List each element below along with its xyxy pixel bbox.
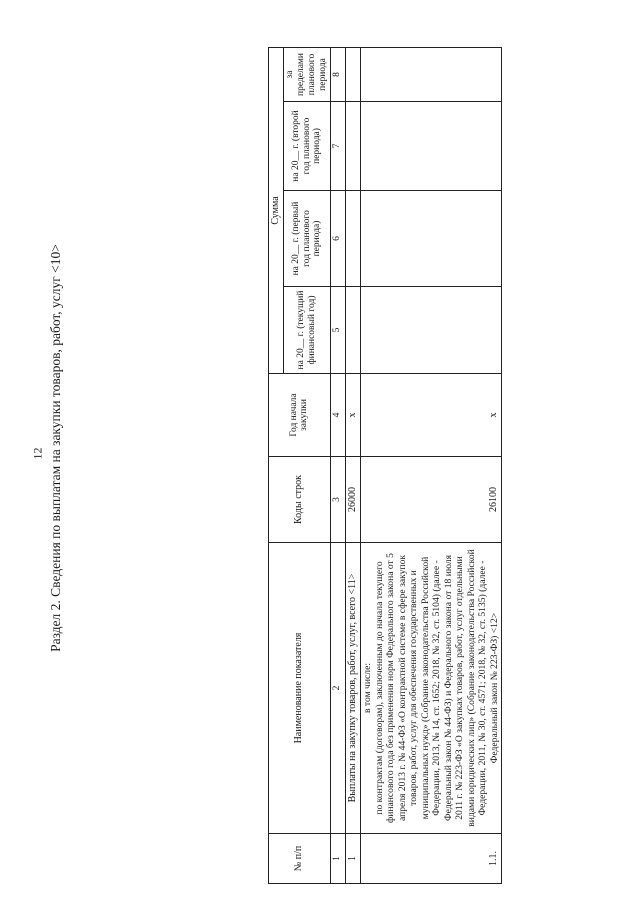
row-num: 1.1. xyxy=(361,834,502,884)
table-row xyxy=(361,47,502,883)
header-sum-beyond: за пределами планового периода xyxy=(284,47,331,101)
row-sum-second xyxy=(361,102,502,191)
header-name: Наименование показателя xyxy=(269,543,331,834)
header-sum-first: на 20__ г. (первый год планового периода) xyxy=(284,191,331,287)
column-number: 6 xyxy=(330,191,345,287)
row-name: Выплаты на закупку товаров, работ, услуг, всего <11> xyxy=(345,543,360,834)
column-number: 3 xyxy=(330,457,345,543)
row-year: х xyxy=(361,374,502,457)
header-year: Год начала закупки xyxy=(269,374,331,457)
column-number-row xyxy=(330,47,345,883)
column-number: 5 xyxy=(330,287,345,374)
header-num: № п/п xyxy=(269,834,331,884)
row-num: 1 xyxy=(345,834,360,884)
row-sum-beyond xyxy=(345,47,360,101)
row-code: 26000 xyxy=(345,457,360,543)
row-name: в том числе: по контрактам (договорам), заключенным до начала текущего финансового года без применения норм Федерального закона от 5 апреля 2013 г. № 44-ФЗ «О контрактной системе в сфере закупок товаров, работ, услуг для обеспечения государственных и муниципальных нужд» (Собрание законодательства Российской Федерации, 2013, № 14, ст. 1652; 2018, № 32, ст. 5104) (далее - Федеральный закон № 44-ФЗ) и Федерального закона от 18 июля 2011 г. № 223-ФЗ «О закупках товаров, работ, услуг отдельными видами юридических лиц» (Собрание законодательства Российской Федерации, 2011, № 30, ст. 4571; 2018, № 32, ст. 5135) (далее - Федеральный закон № 223-ФЗ) <12> xyxy=(361,543,502,834)
row-sum-current xyxy=(345,287,360,374)
header-code: Коды строк xyxy=(269,457,331,543)
column-number: 4 xyxy=(330,374,345,457)
header-sum-current: на 20__ г. (текущий финансовый год) xyxy=(284,287,331,374)
row-sum-beyond xyxy=(361,47,502,101)
column-number: 7 xyxy=(330,102,345,191)
page-number: 12 xyxy=(30,447,45,460)
row-sum-second xyxy=(345,102,360,191)
row-code: 26100 xyxy=(361,457,502,543)
column-number: 2 xyxy=(330,543,345,834)
row-year: х xyxy=(345,374,360,457)
section-title: Раздел 2. Сведения по выплатам на закупки товаров, работ, услуг <10> xyxy=(48,244,63,652)
header-sum: Сумма xyxy=(269,47,284,373)
table-row xyxy=(345,47,360,883)
row-sum-first xyxy=(345,191,360,287)
header-sum-second: на 20__ г. (второй год планового периода) xyxy=(284,102,331,191)
column-number: 1 xyxy=(330,834,345,884)
payments-table xyxy=(268,47,502,884)
payments-table-sheet xyxy=(268,48,500,884)
row-sum-current xyxy=(361,287,502,374)
row-sum-first xyxy=(361,191,502,287)
column-number: 8 xyxy=(330,47,345,101)
header-row-1 xyxy=(269,47,284,883)
